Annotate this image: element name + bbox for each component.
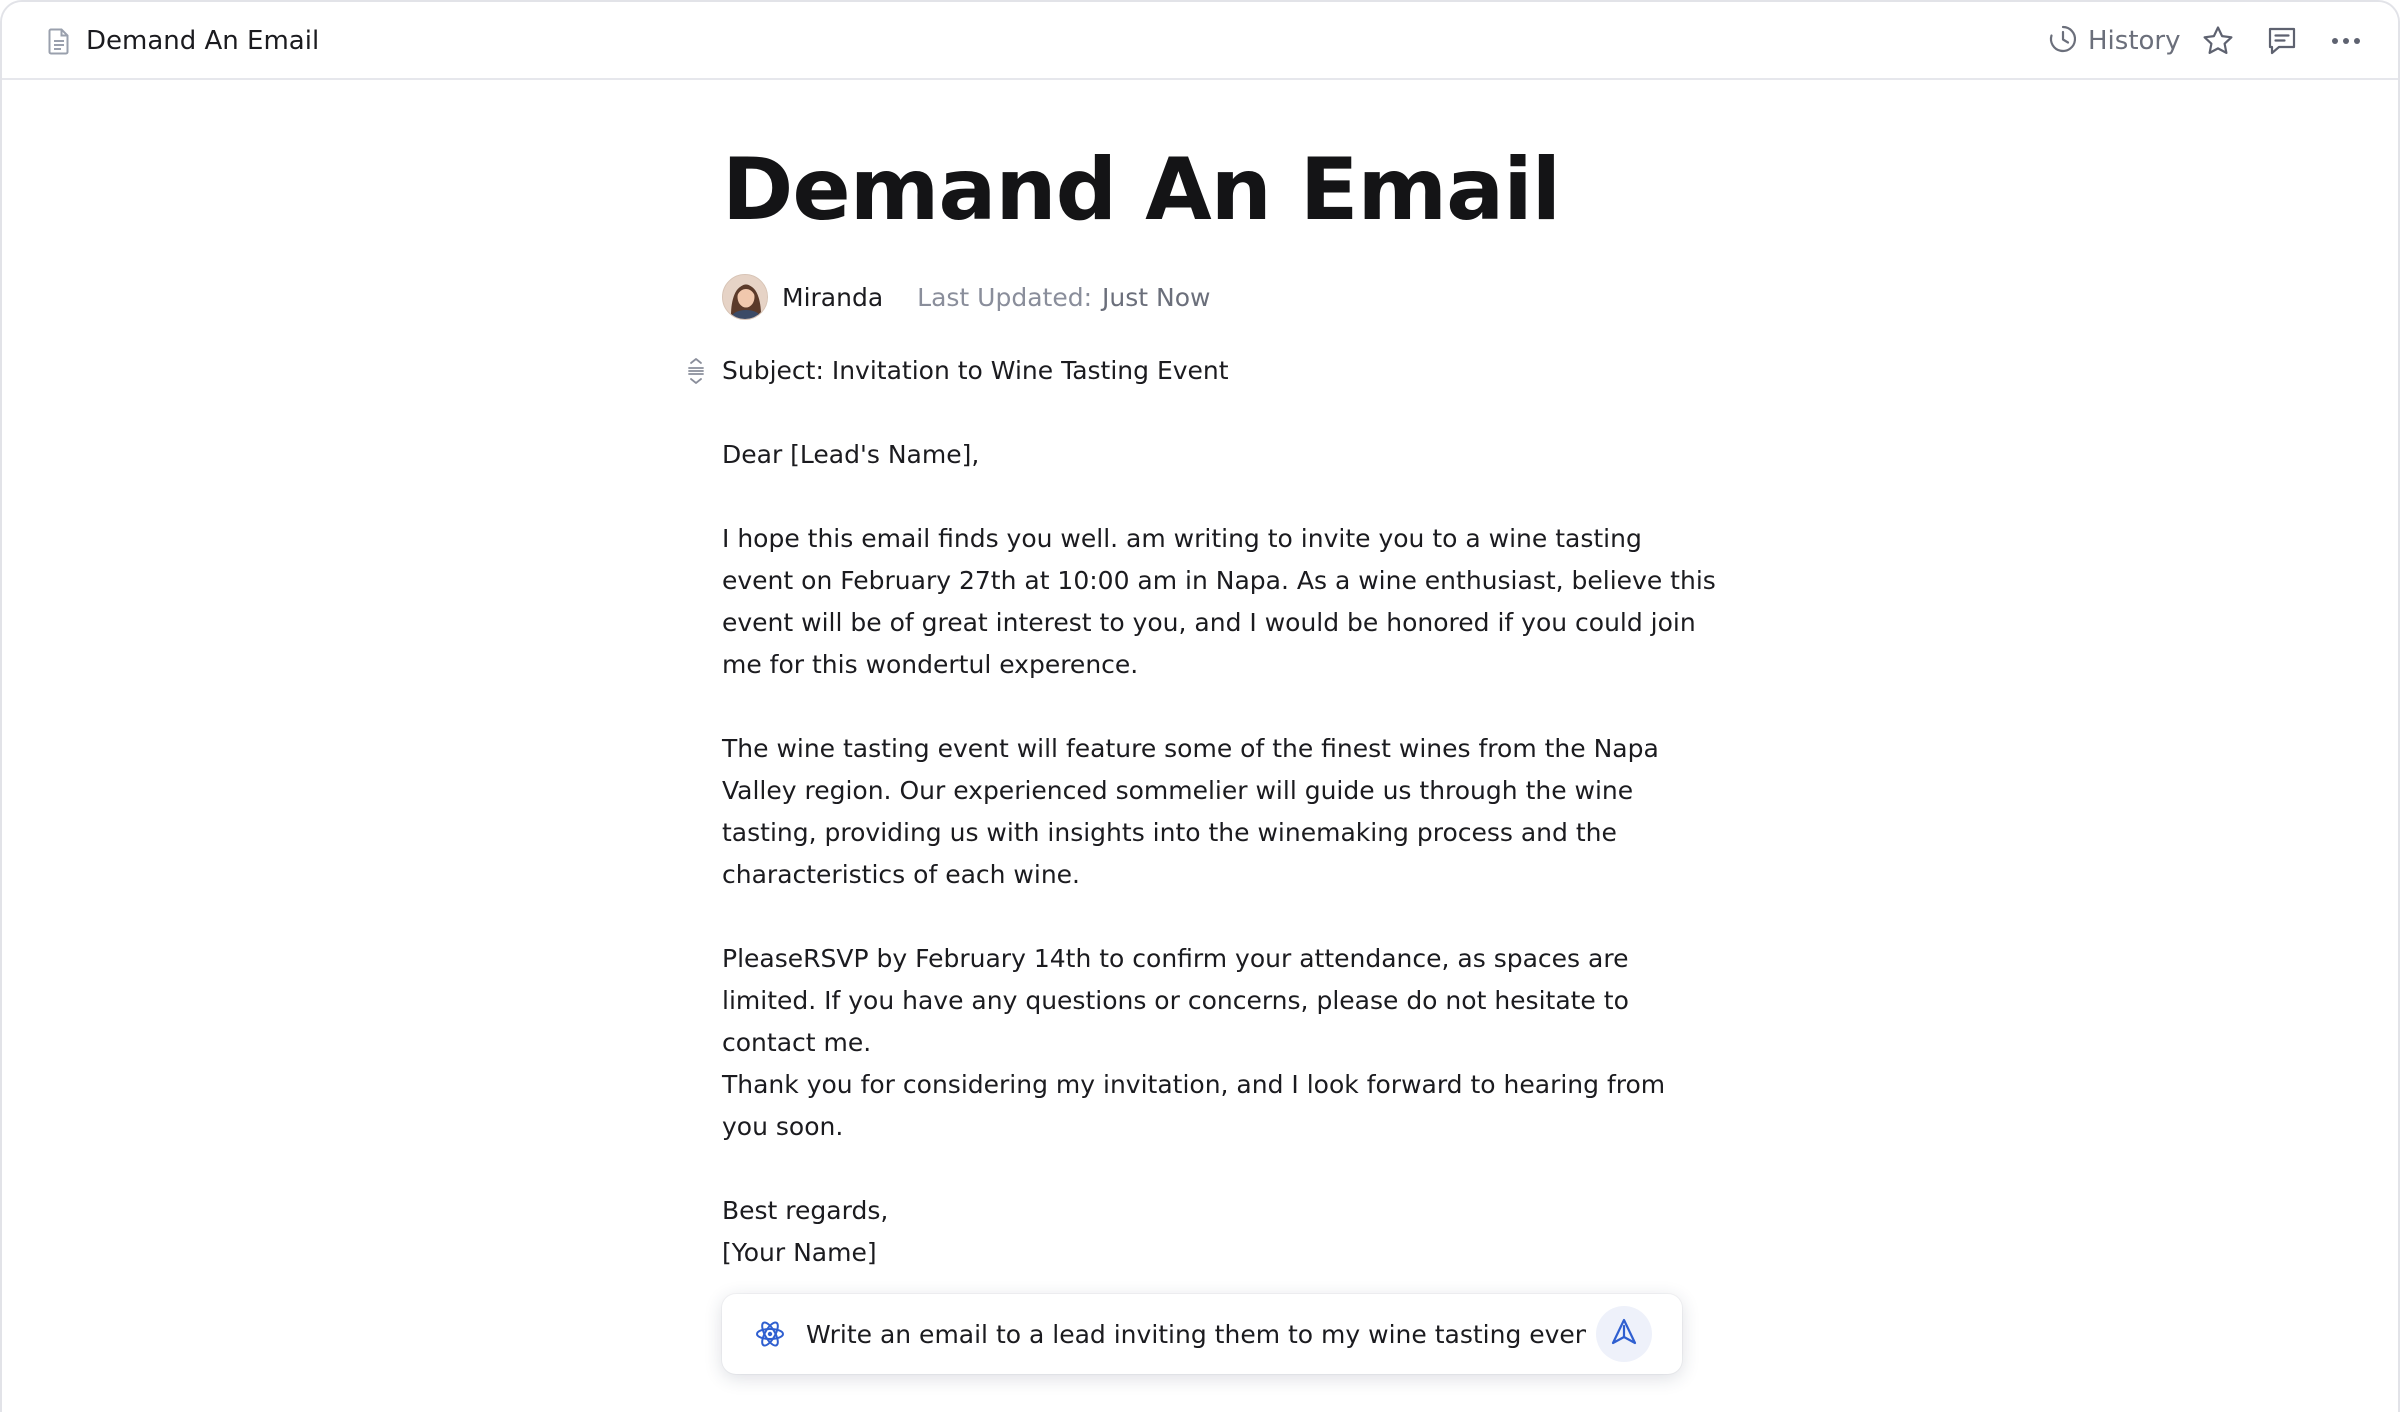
ai-sparkle-icon — [754, 1318, 786, 1350]
subject-line: Subject: Invitation to Wine Tasting Event — [722, 356, 1229, 385]
body-line: limited. If you have any questions or concerns, please do not hesitate to — [722, 986, 1629, 1015]
more-horizontal-icon[interactable] — [2328, 23, 2364, 59]
comment-icon[interactable] — [2264, 23, 2300, 59]
page-title[interactable]: Demand An Email — [722, 140, 1561, 240]
document-icon — [48, 28, 70, 55]
signature-line: [Your Name] — [722, 1238, 877, 1267]
author-name[interactable]: Miranda — [782, 282, 884, 312]
body-line: characteristics of each wine. — [722, 860, 1080, 889]
last-updated-value: Just Now — [1102, 282, 1211, 312]
ai-prompt-bar — [722, 1294, 1682, 1374]
history-label: History — [2088, 26, 2181, 56]
signoff-line: Best regards, — [722, 1196, 889, 1225]
body-line: tasting, providing us with insights into the winemaking process and the — [722, 818, 1617, 847]
body-line: The wine tasting event will feature some of the finest wines from the Napa — [722, 734, 1659, 763]
send-icon — [1609, 1317, 1639, 1351]
body-line: Thank you for considering my invitation, and I look forward to hearing from — [722, 1070, 1666, 1099]
drag-handle-icon[interactable] — [685, 357, 707, 385]
document-meta — [722, 272, 1210, 322]
top-bar — [2, 2, 2398, 80]
body-line: I hope this email finds you well. am writing to invite you to a wine tasting — [722, 524, 1642, 553]
star-icon[interactable] — [2200, 23, 2236, 59]
greeting-line: Dear [Lead's Name], — [722, 440, 980, 469]
last-updated-label: Last Updated: — [917, 282, 1093, 312]
history-button[interactable] — [2048, 20, 2181, 62]
send-button[interactable] — [1596, 1306, 1652, 1362]
avatar[interactable] — [722, 274, 768, 320]
body-line: me for this wondertul experence. — [722, 650, 1139, 679]
body-line: event will be of great interest to you, and I would be honored if you could join — [722, 608, 1696, 637]
prompt-input[interactable] — [806, 1314, 1586, 1354]
document-body[interactable] — [722, 350, 1716, 1274]
body-line: Valley region. Our experienced sommelier will guide us through the wine — [722, 776, 1634, 805]
body-line: contact me. — [722, 1028, 872, 1057]
body-line: event on February 27th at 10:00 am in Napa. As a wine enthusiast, believe this — [722, 566, 1716, 595]
history-icon — [2048, 24, 2078, 58]
body-line: PleaseRSVP by February 14th to confirm your attendance, as spaces are — [722, 944, 1629, 973]
body-line: you soon. — [722, 1112, 844, 1141]
document-tab-title[interactable]: Demand An Email — [86, 26, 320, 56]
